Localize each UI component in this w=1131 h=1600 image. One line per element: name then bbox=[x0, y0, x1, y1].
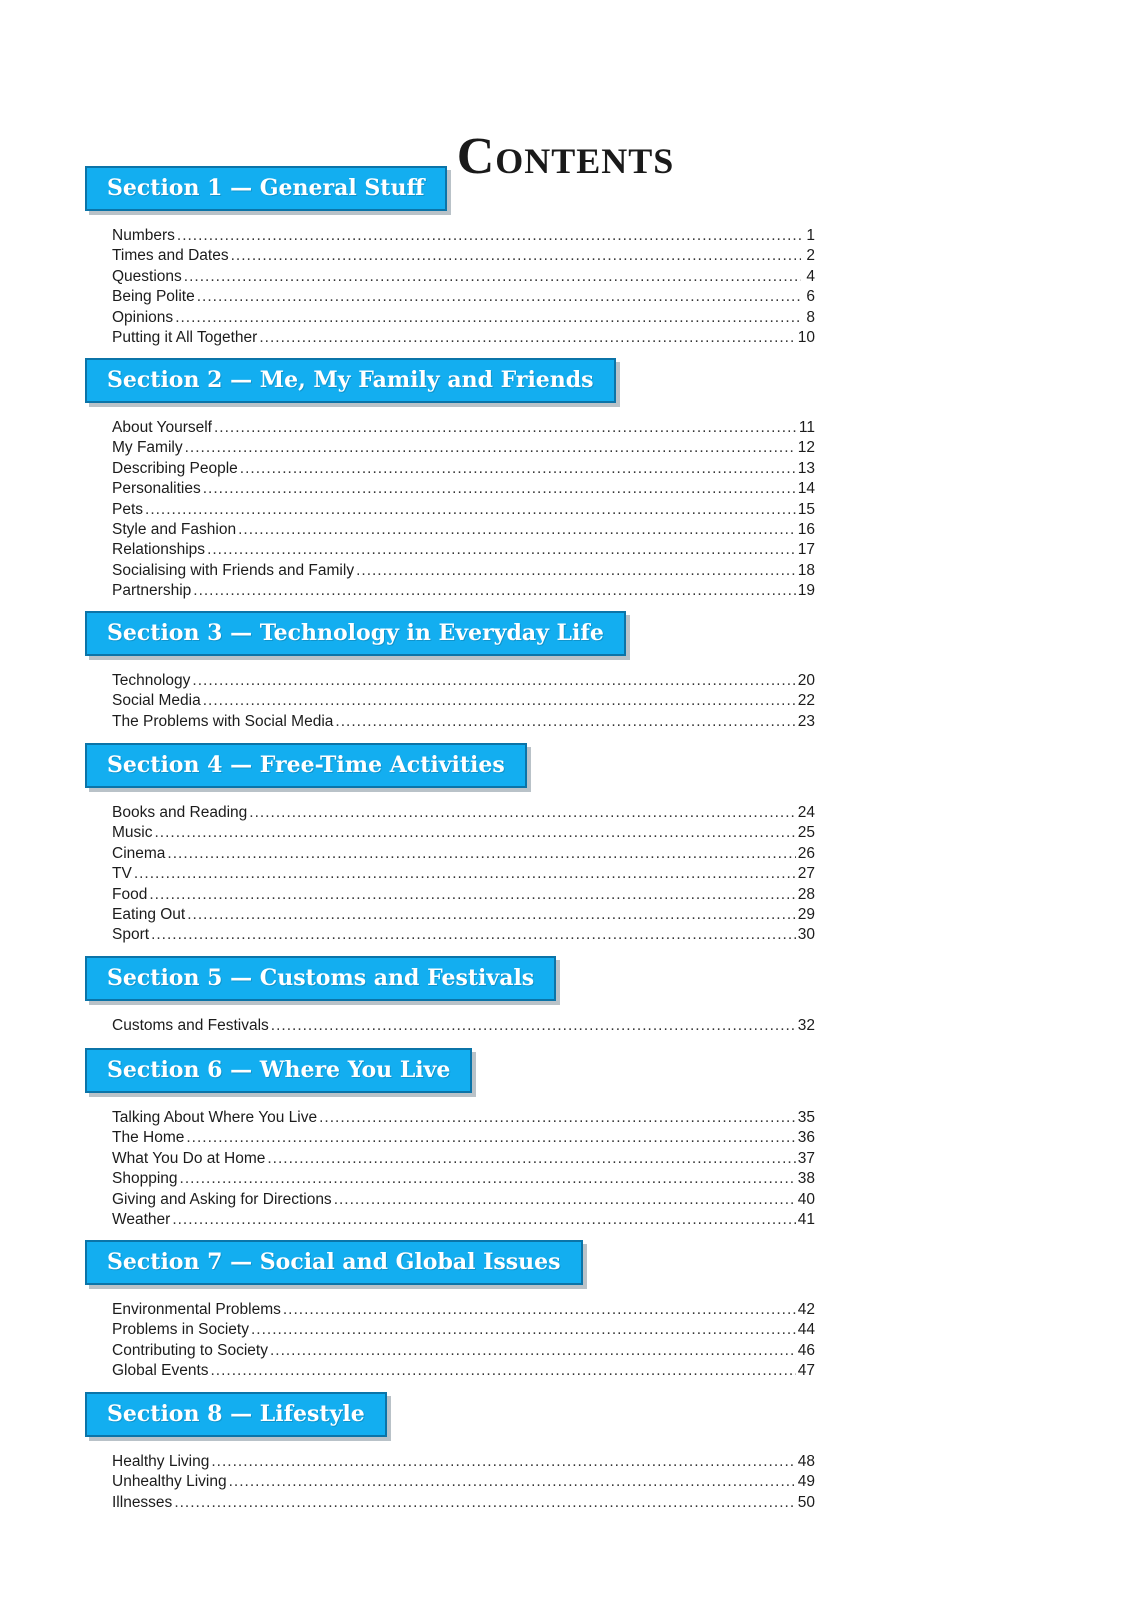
toc-entry-title: Problems in Society bbox=[112, 1321, 249, 1339]
section-heading[interactable]: Section 6 — Where You Live bbox=[85, 1048, 472, 1093]
toc-entry-page-number: 4 bbox=[806, 267, 815, 285]
toc-entry[interactable] bbox=[112, 459, 815, 479]
toc-entry-title: Healthy Living bbox=[112, 1453, 210, 1470]
dot-leader bbox=[184, 267, 801, 287]
toc-entry[interactable] bbox=[112, 885, 815, 905]
dot-leader bbox=[207, 540, 796, 560]
toc-section bbox=[85, 956, 815, 1036]
toc-entry-title: Books and Reading bbox=[112, 804, 248, 821]
section-heading[interactable]: Section 4 — Free-Time Activities bbox=[85, 743, 527, 788]
toc-entry[interactable] bbox=[112, 1128, 815, 1148]
toc-entry[interactable] bbox=[112, 671, 815, 691]
dot-leader bbox=[186, 1128, 795, 1148]
dot-leader bbox=[259, 328, 795, 348]
toc-entry[interactable] bbox=[112, 1210, 815, 1230]
toc-entry-title: Giving and Asking for Directions bbox=[112, 1190, 332, 1208]
toc-entry-page-number: 16 bbox=[797, 520, 815, 538]
dot-leader bbox=[211, 1361, 796, 1381]
toc-section bbox=[85, 1392, 815, 1513]
toc-entry[interactable] bbox=[112, 226, 815, 246]
toc-entry[interactable] bbox=[112, 328, 815, 348]
toc-entry-title: Illnesses bbox=[112, 1493, 173, 1511]
toc-entry-title: Partnership bbox=[112, 582, 192, 600]
toc-entry-page-number: 30 bbox=[797, 926, 815, 944]
dot-leader bbox=[335, 712, 795, 732]
dot-leader bbox=[203, 691, 796, 711]
dot-leader bbox=[167, 844, 795, 864]
toc-entry-page-number: 32 bbox=[797, 1017, 815, 1034]
toc-entry[interactable] bbox=[112, 905, 815, 925]
section-heading[interactable]: Section 8 — Lifestyle bbox=[85, 1392, 387, 1437]
toc-entry-page-number: 14 bbox=[797, 480, 815, 498]
toc-entry-title: Numbers bbox=[112, 227, 175, 244]
toc-entry[interactable] bbox=[112, 540, 815, 560]
toc-entry[interactable] bbox=[112, 1149, 815, 1169]
section-heading[interactable]: Section 5 — Customs and Festivals bbox=[85, 956, 556, 1001]
toc-section bbox=[85, 166, 815, 348]
toc-entry[interactable] bbox=[112, 479, 815, 499]
dot-leader bbox=[229, 1472, 796, 1492]
toc-entry-title: Style and Fashion bbox=[112, 520, 237, 538]
toc-entry-page-number: 28 bbox=[797, 885, 815, 903]
toc-entry-page-number: 41 bbox=[797, 1210, 815, 1228]
toc-entry-title: Global Events bbox=[112, 1362, 209, 1380]
toc-entry-title: What You Do at Home bbox=[112, 1149, 266, 1167]
toc-entry-list bbox=[112, 418, 815, 602]
toc-entry-page-number: 49 bbox=[797, 1473, 815, 1491]
toc-entry[interactable] bbox=[112, 520, 815, 540]
dot-leader bbox=[271, 1016, 796, 1036]
toc-entry-page-number: 11 bbox=[798, 419, 815, 436]
toc-entry[interactable] bbox=[112, 1452, 815, 1472]
dot-leader bbox=[192, 671, 795, 691]
toc-entry-title: Environmental Problems bbox=[112, 1301, 281, 1318]
dot-leader bbox=[270, 1341, 796, 1361]
toc-entry-page-number: 2 bbox=[806, 247, 815, 265]
toc-section bbox=[85, 358, 815, 602]
toc-entry-page-number: 12 bbox=[797, 439, 815, 457]
dot-leader bbox=[240, 459, 796, 479]
toc-entry-page-number: 25 bbox=[797, 824, 815, 842]
dot-leader bbox=[211, 1452, 795, 1472]
toc-entry-page-number: 29 bbox=[797, 905, 815, 923]
toc-entry[interactable] bbox=[112, 803, 815, 823]
toc-entry-title: Being Polite bbox=[112, 288, 195, 306]
section-heading[interactable]: Section 7 — Social and Global Issues bbox=[85, 1240, 583, 1285]
toc-entry-page-number: 40 bbox=[797, 1190, 815, 1208]
dot-leader bbox=[231, 246, 801, 266]
toc-entry-title: The Problems with Social Media bbox=[112, 712, 334, 730]
dot-leader bbox=[356, 561, 796, 581]
toc-entry-title: Weather bbox=[112, 1210, 171, 1228]
toc-entry-page-number: 42 bbox=[797, 1301, 815, 1318]
toc-entry-title: Technology bbox=[112, 672, 191, 689]
dot-leader bbox=[249, 803, 795, 823]
toc-entry[interactable] bbox=[112, 844, 815, 864]
toc-entry-page-number: 1 bbox=[806, 227, 815, 244]
toc-entry[interactable] bbox=[112, 500, 815, 520]
toc-entry-title: Times and Dates bbox=[112, 247, 229, 265]
section-heading[interactable]: Section 2 — Me, My Family and Friends bbox=[85, 358, 616, 403]
toc-section bbox=[85, 611, 815, 732]
toc-entry[interactable] bbox=[112, 1108, 815, 1128]
toc-entry[interactable] bbox=[112, 1472, 815, 1492]
toc-entry-title: Relationships bbox=[112, 541, 206, 559]
toc-entry-title: Shopping bbox=[112, 1170, 178, 1188]
toc-entry-title: Food bbox=[112, 885, 148, 903]
dot-leader bbox=[267, 1149, 795, 1169]
toc-entry-list bbox=[112, 1300, 815, 1382]
toc-entry-list bbox=[112, 1016, 815, 1036]
toc-entry-page-number: 37 bbox=[797, 1149, 815, 1167]
toc-section bbox=[85, 1048, 815, 1230]
toc-entry-page-number: 24 bbox=[797, 804, 815, 821]
toc-entry[interactable] bbox=[112, 438, 815, 458]
toc-entry[interactable] bbox=[112, 1341, 815, 1361]
toc-entry-title: Personalities bbox=[112, 480, 201, 498]
toc-entry[interactable] bbox=[112, 1300, 815, 1320]
toc-entry-page-number: 22 bbox=[797, 692, 815, 710]
toc-section bbox=[85, 1240, 815, 1382]
toc-entry[interactable] bbox=[112, 1169, 815, 1189]
toc-entry[interactable] bbox=[112, 691, 815, 711]
toc-entry-page-number: 44 bbox=[797, 1321, 815, 1339]
dot-leader bbox=[145, 500, 796, 520]
dot-leader bbox=[334, 1190, 796, 1210]
toc-entry-title: Customs and Festivals bbox=[112, 1017, 269, 1034]
dot-leader bbox=[174, 1493, 795, 1513]
section-heading[interactable]: Section 3 — Technology in Everyday Life bbox=[85, 611, 626, 656]
toc-entry[interactable] bbox=[112, 1361, 815, 1381]
page-title: Contents bbox=[456, 127, 675, 185]
toc-entry[interactable] bbox=[112, 1190, 815, 1210]
dot-leader bbox=[172, 1210, 795, 1230]
toc-entry-list bbox=[112, 1452, 815, 1513]
toc-entry[interactable] bbox=[112, 712, 815, 732]
toc-entry[interactable] bbox=[112, 1493, 815, 1513]
dot-leader bbox=[175, 308, 801, 328]
toc-entry-title: Sport bbox=[112, 926, 150, 944]
dot-leader bbox=[151, 925, 796, 945]
toc-entry[interactable] bbox=[112, 267, 815, 287]
toc-entry-page-number: 46 bbox=[797, 1341, 815, 1359]
dot-leader bbox=[214, 418, 797, 438]
toc-entry[interactable] bbox=[112, 864, 815, 884]
toc-entry-title: Eating Out bbox=[112, 905, 186, 923]
toc-entry-page-number: 15 bbox=[797, 500, 815, 518]
dot-leader bbox=[180, 1169, 796, 1189]
toc-entry[interactable] bbox=[112, 308, 815, 328]
dot-leader bbox=[193, 581, 795, 601]
dot-leader bbox=[283, 1300, 796, 1320]
toc-entry-list bbox=[112, 671, 815, 732]
dot-leader bbox=[197, 287, 801, 307]
toc-entry-list bbox=[112, 1108, 815, 1230]
toc-entry[interactable] bbox=[112, 561, 815, 581]
toc-entry-page-number: 20 bbox=[797, 672, 815, 689]
toc-entry-page-number: 18 bbox=[797, 561, 815, 579]
toc-entry-title: Cinema bbox=[112, 844, 166, 862]
dot-leader bbox=[238, 520, 796, 540]
toc-entry-page-number: 47 bbox=[797, 1362, 815, 1380]
toc-entry-page-number: 36 bbox=[797, 1129, 815, 1147]
toc-entry-list bbox=[112, 226, 815, 348]
toc-entry-page-number: 50 bbox=[797, 1493, 815, 1511]
toc-entry-page-number: 19 bbox=[797, 582, 815, 600]
toc-entry-title: My Family bbox=[112, 439, 183, 457]
toc-entry-title: Pets bbox=[112, 500, 144, 518]
dot-leader bbox=[319, 1108, 796, 1128]
toc-entry[interactable] bbox=[112, 418, 815, 438]
toc-entry-title: Talking About Where You Live bbox=[112, 1109, 318, 1126]
toc-entry-title: Unhealthy Living bbox=[112, 1473, 227, 1491]
toc-entry-page-number: 27 bbox=[797, 865, 815, 883]
dot-leader bbox=[203, 479, 796, 499]
toc-entry-title: Describing People bbox=[112, 459, 238, 477]
toc-entry-title: Contributing to Society bbox=[112, 1341, 268, 1359]
toc-entry-page-number: 35 bbox=[797, 1109, 815, 1126]
toc-entry-title: Social Media bbox=[112, 692, 201, 710]
toc-entry-title: TV bbox=[112, 865, 132, 883]
toc-entry-page-number: 38 bbox=[797, 1170, 815, 1188]
toc-entry-page-number: 10 bbox=[797, 328, 815, 346]
dot-leader bbox=[154, 823, 795, 843]
toc-entry-page-number: 6 bbox=[806, 288, 815, 306]
toc-entry[interactable] bbox=[112, 1016, 815, 1036]
toc-entry[interactable] bbox=[112, 287, 815, 307]
toc-entry-title: About Yourself bbox=[112, 419, 212, 436]
section-heading[interactable]: Section 1 — General Stuff bbox=[85, 166, 447, 211]
toc-entry-title: Opinions bbox=[112, 308, 174, 326]
toc-entry[interactable] bbox=[112, 925, 815, 945]
toc-entry[interactable] bbox=[112, 1320, 815, 1340]
dot-leader bbox=[149, 885, 795, 905]
toc-entry-page-number: 17 bbox=[797, 541, 815, 559]
toc-entry-title: The Home bbox=[112, 1129, 185, 1147]
toc-entry-page-number: 48 bbox=[797, 1453, 815, 1470]
toc-entry-title: Socialising with Friends and Family bbox=[112, 561, 355, 579]
toc-entry-page-number: 26 bbox=[797, 844, 815, 862]
dot-leader bbox=[185, 438, 796, 458]
toc-entry-page-number: 13 bbox=[797, 459, 815, 477]
toc-entry-title: Putting it All Together bbox=[112, 328, 258, 346]
toc-entry[interactable] bbox=[112, 246, 815, 266]
dot-leader bbox=[251, 1320, 796, 1340]
dot-leader bbox=[134, 864, 796, 884]
toc-entry[interactable] bbox=[112, 581, 815, 601]
dot-leader bbox=[177, 226, 801, 246]
toc-entry-page-number: 8 bbox=[806, 308, 815, 326]
dot-leader bbox=[187, 905, 796, 925]
toc-entry-page-number: 23 bbox=[797, 712, 815, 730]
toc-entry[interactable] bbox=[112, 823, 815, 843]
toc-entry-title: Music bbox=[112, 824, 153, 842]
toc-entry-list bbox=[112, 803, 815, 946]
toc-entry-title: Questions bbox=[112, 267, 182, 285]
toc-section bbox=[85, 743, 815, 946]
